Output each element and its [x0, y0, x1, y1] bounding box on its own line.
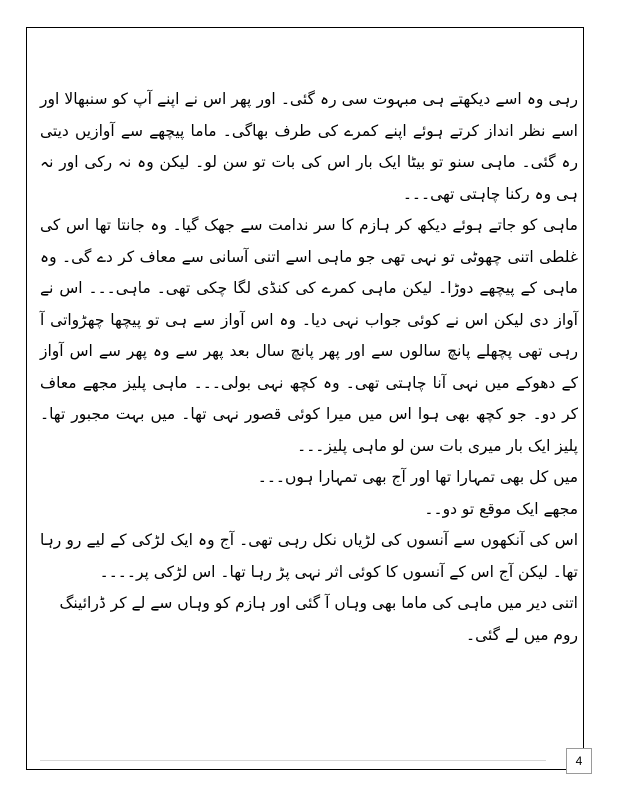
- paragraph-1: رہی وہ اسے دیکھتے ہی مبہوت سی رہ گئی۔ اور پھر اس نے اپنے آپ کو سنبھالا اور اسے نظر انداز کرتے ہوئے اپنے کمرے کی طرف بھاگی۔ ماما پیچھے سے آوازیں دیتی رہ گئی۔ ماہی سنو تو بیٹا ایک بار اس کی بات تو سن لو۔ لیکن وہ نہ رکی اور نہ ہی وہ رکنا چاہتی تھی۔۔۔: [40, 90, 578, 203]
- footer-divider: [40, 760, 546, 761]
- paragraph-5: اس کی آنکھوں سے آنسوں کی لڑیاں نکل رہی تھی۔ آج وہ ایک لڑکی کے لیے رو رہا تھا۔ لیکن آج اس کے آنسوں کا کوئی اثر نہی پڑ رہا تھا۔ اس لڑکی پر۔۔۔۔: [40, 531, 578, 581]
- paragraph-3: میں کل بھی تمہارا تھا اور آج بھی تمہارا ہوں۔۔۔: [257, 468, 578, 486]
- document-body: [40, 84, 578, 651]
- paragraph-4: مجھے ایک موقع تو دو۔۔: [424, 499, 578, 518]
- page-number: 4: [566, 748, 592, 774]
- paragraph-6: اتنی دیر میں ماہی کی ماما بھی وہاں آ گئی اور ہازم کو وہاں سے لے کر ڈرائینگ روم میں لے گئی۔: [59, 594, 578, 644]
- paragraph-2: ماہی کو جاتے ہوئے دیکھ کر ہازم کا سر ندامت سے جھک گیا۔ وہ جانتا تھا اس کی غلطی اتنی چھوٹی تو نہی تھی جو ماہی اسے اتنی آسانی سے معاف کر دے گی۔ وہ ماہی کے پیچھے دوڑا۔ لیکن ماہی کمرے کی کنڈی لگا چکی تھی۔ ماہی۔۔۔ اس نے آواز دی لیکن اس نے کوئی جواب نہی دیا۔ وہ اس آواز سے ہی تو پیچھا چھڑواتی آ رہی تھی پچھلے پانچ سالوں سے اور پھر پانچ سال بعد پھر سے وہ پھر سے اس آواز کے دھوکے میں نہی آنا چاہتی تھی۔ وہ کچھ نہی بولی۔۔۔ ماہی پلیز مجھے معاف کر دو۔ جو کچھ بھی ہوا اس میں میرا کوئی قصور نہی تھا۔ میں بہت مجبور تھا۔ پلیز ایک بار میری بات سن لو ماہی پلیز۔۔۔: [40, 216, 578, 455]
